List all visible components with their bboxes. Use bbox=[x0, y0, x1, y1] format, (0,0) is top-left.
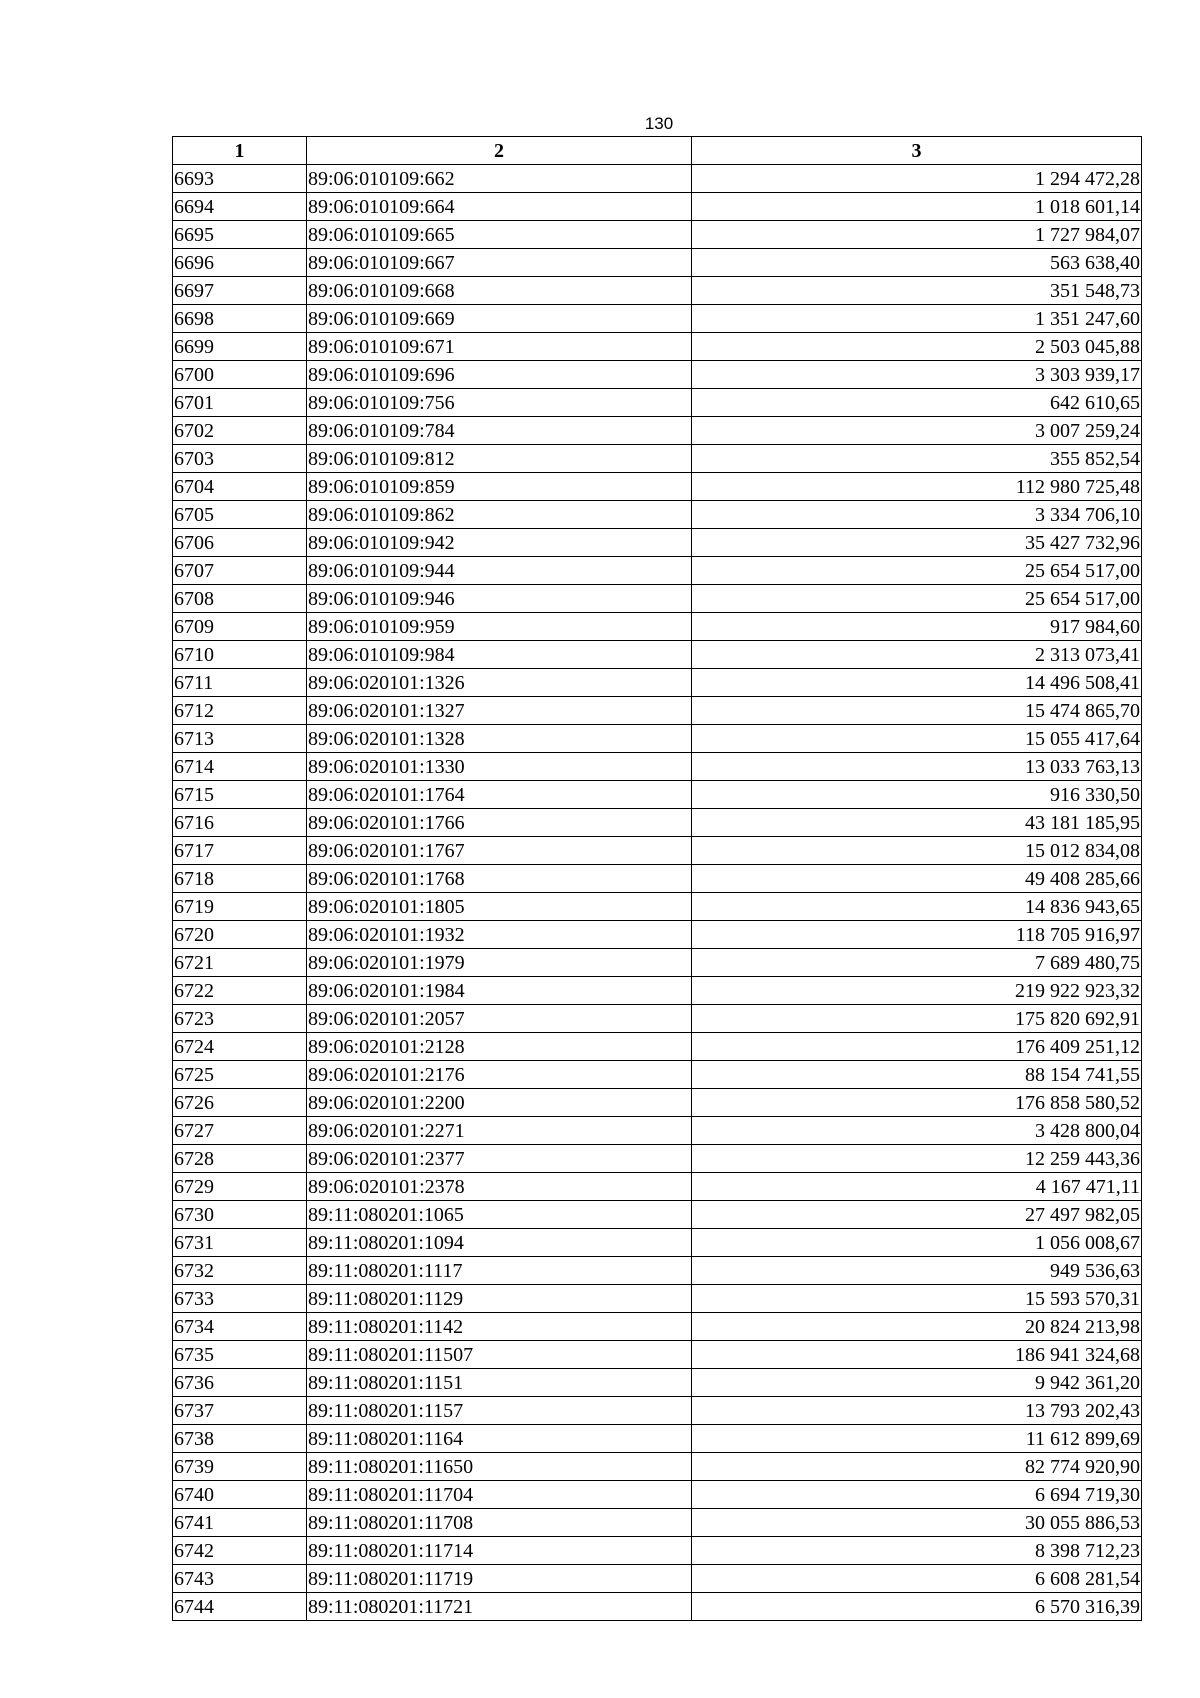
cadastral-number-cell: 89:11:080201:1129 bbox=[307, 1285, 692, 1313]
cadastral-number-cell: 89:06:010109:984 bbox=[307, 641, 692, 669]
value-cell: 219 922 923,32 bbox=[692, 977, 1142, 1005]
value-cell: 12 259 443,36 bbox=[692, 1145, 1142, 1173]
table-row bbox=[173, 1229, 1142, 1257]
row-number-cell: 6714 bbox=[173, 753, 307, 781]
cadastral-number-cell: 89:06:010109:668 bbox=[307, 277, 692, 305]
row-number-cell: 6732 bbox=[173, 1257, 307, 1285]
value-cell: 3 428 800,04 bbox=[692, 1117, 1142, 1145]
row-number-cell: 6707 bbox=[173, 557, 307, 585]
row-number-cell: 6720 bbox=[173, 921, 307, 949]
page-number: 130 bbox=[644, 114, 674, 133]
row-number-cell: 6704 bbox=[173, 473, 307, 501]
row-number-cell: 6717 bbox=[173, 837, 307, 865]
row-number-cell: 6743 bbox=[173, 1565, 307, 1593]
cadastral-number-cell: 89:06:010109:756 bbox=[307, 389, 692, 417]
row-number-cell: 6741 bbox=[173, 1509, 307, 1537]
table-row bbox=[173, 865, 1142, 893]
row-number-cell: 6725 bbox=[173, 1061, 307, 1089]
value-cell: 6 694 719,30 bbox=[692, 1481, 1142, 1509]
value-cell: 6 570 316,39 bbox=[692, 1593, 1142, 1621]
table-row bbox=[173, 949, 1142, 977]
table-row bbox=[173, 1145, 1142, 1173]
row-number-cell: 6693 bbox=[173, 165, 307, 193]
value-cell: 186 941 324,68 bbox=[692, 1341, 1142, 1369]
value-cell: 49 408 285,66 bbox=[692, 865, 1142, 893]
table-row bbox=[173, 1537, 1142, 1565]
row-number-cell: 6723 bbox=[173, 1005, 307, 1033]
table-row bbox=[173, 1201, 1142, 1229]
value-cell: 917 984,60 bbox=[692, 613, 1142, 641]
row-number-cell: 6713 bbox=[173, 725, 307, 753]
table-row bbox=[173, 697, 1142, 725]
row-number-cell: 6728 bbox=[173, 1145, 307, 1173]
value-cell: 20 824 213,98 bbox=[692, 1313, 1142, 1341]
cadastral-number-cell: 89:06:020101:2128 bbox=[307, 1033, 692, 1061]
value-cell: 351 548,73 bbox=[692, 277, 1142, 305]
table-row bbox=[173, 1509, 1142, 1537]
value-cell: 3 334 706,10 bbox=[692, 501, 1142, 529]
cadastral-number-cell: 89:06:020101:1984 bbox=[307, 977, 692, 1005]
table-body bbox=[173, 165, 1142, 1621]
table-row bbox=[173, 1173, 1142, 1201]
cadastral-number-cell: 89:06:010109:669 bbox=[307, 305, 692, 333]
table-row bbox=[173, 557, 1142, 585]
cadastral-number-cell: 89:06:020101:1328 bbox=[307, 725, 692, 753]
cadastral-number-cell: 89:11:080201:11650 bbox=[307, 1453, 692, 1481]
table-row bbox=[173, 529, 1142, 557]
table-row bbox=[173, 473, 1142, 501]
cadastral-number-cell: 89:06:010109:665 bbox=[307, 221, 692, 249]
value-cell: 7 689 480,75 bbox=[692, 949, 1142, 977]
value-cell: 43 181 185,95 bbox=[692, 809, 1142, 837]
cadastral-number-cell: 89:06:020101:1327 bbox=[307, 697, 692, 725]
value-cell: 82 774 920,90 bbox=[692, 1453, 1142, 1481]
cadastral-number-cell: 89:11:080201:11719 bbox=[307, 1565, 692, 1593]
value-cell: 25 654 517,00 bbox=[692, 585, 1142, 613]
value-cell: 88 154 741,55 bbox=[692, 1061, 1142, 1089]
row-number-cell: 6729 bbox=[173, 1173, 307, 1201]
row-number-cell: 6700 bbox=[173, 361, 307, 389]
cadastral-number-cell: 89:06:020101:1805 bbox=[307, 893, 692, 921]
value-cell: 2 313 073,41 bbox=[692, 641, 1142, 669]
value-cell: 2 503 045,88 bbox=[692, 333, 1142, 361]
cadastral-number-cell: 89:11:080201:11721 bbox=[307, 1593, 692, 1621]
value-cell: 30 055 886,53 bbox=[692, 1509, 1142, 1537]
row-number-cell: 6694 bbox=[173, 193, 307, 221]
table-row bbox=[173, 417, 1142, 445]
cadastral-number-cell: 89:06:010109:662 bbox=[307, 165, 692, 193]
table-row bbox=[173, 613, 1142, 641]
column-header-3: 3 bbox=[692, 137, 1142, 165]
table-header-row bbox=[173, 137, 1142, 165]
table-row bbox=[173, 753, 1142, 781]
table-row bbox=[173, 1341, 1142, 1369]
cadastral-number-cell: 89:06:010109:664 bbox=[307, 193, 692, 221]
cadastral-number-cell: 89:06:020101:1768 bbox=[307, 865, 692, 893]
table-row bbox=[173, 1369, 1142, 1397]
cadastral-number-cell: 89:11:080201:1117 bbox=[307, 1257, 692, 1285]
value-cell: 563 638,40 bbox=[692, 249, 1142, 277]
value-cell: 176 409 251,12 bbox=[692, 1033, 1142, 1061]
table-row bbox=[173, 1285, 1142, 1313]
value-cell: 15 012 834,08 bbox=[692, 837, 1142, 865]
table-row bbox=[173, 837, 1142, 865]
row-number-cell: 6731 bbox=[173, 1229, 307, 1257]
value-cell: 14 496 508,41 bbox=[692, 669, 1142, 697]
cadastral-number-cell: 89:06:020101:2200 bbox=[307, 1089, 692, 1117]
table-row bbox=[173, 1593, 1142, 1621]
value-cell: 9 942 361,20 bbox=[692, 1369, 1142, 1397]
row-number-cell: 6724 bbox=[173, 1033, 307, 1061]
cadastral-number-cell: 89:06:020101:2271 bbox=[307, 1117, 692, 1145]
row-number-cell: 6711 bbox=[173, 669, 307, 697]
cadastral-number-cell: 89:06:020101:1767 bbox=[307, 837, 692, 865]
table-row bbox=[173, 641, 1142, 669]
table-row bbox=[173, 165, 1142, 193]
row-number-cell: 6721 bbox=[173, 949, 307, 977]
row-number-cell: 6695 bbox=[173, 221, 307, 249]
cadastral-number-cell: 89:06:010109:862 bbox=[307, 501, 692, 529]
table-row bbox=[173, 1453, 1142, 1481]
cadastral-number-cell: 89:06:020101:2176 bbox=[307, 1061, 692, 1089]
table-row bbox=[173, 361, 1142, 389]
value-cell: 355 852,54 bbox=[692, 445, 1142, 473]
table-row bbox=[173, 333, 1142, 361]
table-row bbox=[173, 1313, 1142, 1341]
table-row bbox=[173, 1005, 1142, 1033]
table-row bbox=[173, 1257, 1142, 1285]
value-cell: 1 351 247,60 bbox=[692, 305, 1142, 333]
row-number-cell: 6744 bbox=[173, 1593, 307, 1621]
cadastral-number-cell: 89:11:080201:11507 bbox=[307, 1341, 692, 1369]
table-row bbox=[173, 781, 1142, 809]
value-cell: 13 033 763,13 bbox=[692, 753, 1142, 781]
row-number-cell: 6702 bbox=[173, 417, 307, 445]
table-row bbox=[173, 1481, 1142, 1509]
value-cell: 15 593 570,31 bbox=[692, 1285, 1142, 1313]
row-number-cell: 6709 bbox=[173, 613, 307, 641]
table-row bbox=[173, 1425, 1142, 1453]
value-cell: 13 793 202,43 bbox=[692, 1397, 1142, 1425]
cadastral-number-cell: 89:11:080201:1065 bbox=[307, 1201, 692, 1229]
table-row bbox=[173, 1061, 1142, 1089]
row-number-cell: 6696 bbox=[173, 249, 307, 277]
cadastral-number-cell: 89:06:020101:1326 bbox=[307, 669, 692, 697]
table-row bbox=[173, 977, 1142, 1005]
table-row bbox=[173, 1033, 1142, 1061]
cadastral-number-cell: 89:06:020101:2377 bbox=[307, 1145, 692, 1173]
cadastral-number-cell: 89:06:010109:696 bbox=[307, 361, 692, 389]
value-cell: 35 427 732,96 bbox=[692, 529, 1142, 557]
row-number-cell: 6710 bbox=[173, 641, 307, 669]
value-cell: 118 705 916,97 bbox=[692, 921, 1142, 949]
column-header-2: 2 bbox=[307, 137, 692, 165]
row-number-cell: 6715 bbox=[173, 781, 307, 809]
value-cell: 1 727 984,07 bbox=[692, 221, 1142, 249]
cadastral-number-cell: 89:06:010109:959 bbox=[307, 613, 692, 641]
cadastral-number-cell: 89:06:020101:1932 bbox=[307, 921, 692, 949]
table-row bbox=[173, 305, 1142, 333]
row-number-cell: 6716 bbox=[173, 809, 307, 837]
row-number-cell: 6701 bbox=[173, 389, 307, 417]
row-number-cell: 6727 bbox=[173, 1117, 307, 1145]
column-header-1: 1 bbox=[173, 137, 307, 165]
row-number-cell: 6735 bbox=[173, 1341, 307, 1369]
table-row bbox=[173, 193, 1142, 221]
table-row bbox=[173, 1565, 1142, 1593]
value-cell: 8 398 712,23 bbox=[692, 1537, 1142, 1565]
row-number-cell: 6697 bbox=[173, 277, 307, 305]
row-number-cell: 6736 bbox=[173, 1369, 307, 1397]
table-row bbox=[173, 669, 1142, 697]
cadastral-number-cell: 89:06:010109:671 bbox=[307, 333, 692, 361]
table-row bbox=[173, 445, 1142, 473]
table-row bbox=[173, 221, 1142, 249]
data-table bbox=[172, 136, 1142, 1621]
cadastral-number-cell: 89:11:080201:1151 bbox=[307, 1369, 692, 1397]
value-cell: 4 167 471,11 bbox=[692, 1173, 1142, 1201]
value-cell: 176 858 580,52 bbox=[692, 1089, 1142, 1117]
value-cell: 1 056 008,67 bbox=[692, 1229, 1142, 1257]
table-row bbox=[173, 809, 1142, 837]
value-cell: 1 018 601,14 bbox=[692, 193, 1142, 221]
row-number-cell: 6726 bbox=[173, 1089, 307, 1117]
value-cell: 3 007 259,24 bbox=[692, 417, 1142, 445]
cadastral-number-cell: 89:11:080201:1164 bbox=[307, 1425, 692, 1453]
cadastral-number-cell: 89:06:010109:784 bbox=[307, 417, 692, 445]
table-row bbox=[173, 1089, 1142, 1117]
value-cell: 25 654 517,00 bbox=[692, 557, 1142, 585]
table-row bbox=[173, 501, 1142, 529]
value-cell: 1 294 472,28 bbox=[692, 165, 1142, 193]
table-row bbox=[173, 1397, 1142, 1425]
value-cell: 6 608 281,54 bbox=[692, 1565, 1142, 1593]
row-number-cell: 6733 bbox=[173, 1285, 307, 1313]
value-cell: 15 055 417,64 bbox=[692, 725, 1142, 753]
value-cell: 3 303 939,17 bbox=[692, 361, 1142, 389]
cadastral-number-cell: 89:06:010109:946 bbox=[307, 585, 692, 613]
row-number-cell: 6737 bbox=[173, 1397, 307, 1425]
row-number-cell: 6706 bbox=[173, 529, 307, 557]
value-cell: 916 330,50 bbox=[692, 781, 1142, 809]
table-row bbox=[173, 921, 1142, 949]
value-cell: 949 536,63 bbox=[692, 1257, 1142, 1285]
cadastral-number-cell: 89:06:020101:1764 bbox=[307, 781, 692, 809]
cadastral-number-cell: 89:11:080201:11704 bbox=[307, 1481, 692, 1509]
value-cell: 14 836 943,65 bbox=[692, 893, 1142, 921]
cadastral-number-cell: 89:11:080201:1157 bbox=[307, 1397, 692, 1425]
row-number-cell: 6722 bbox=[173, 977, 307, 1005]
row-number-cell: 6705 bbox=[173, 501, 307, 529]
row-number-cell: 6742 bbox=[173, 1537, 307, 1565]
table-row bbox=[173, 585, 1142, 613]
table-row bbox=[173, 725, 1142, 753]
row-number-cell: 6740 bbox=[173, 1481, 307, 1509]
row-number-cell: 6738 bbox=[173, 1425, 307, 1453]
cadastral-number-cell: 89:06:010109:942 bbox=[307, 529, 692, 557]
row-number-cell: 6734 bbox=[173, 1313, 307, 1341]
cadastral-number-cell: 89:06:020101:2378 bbox=[307, 1173, 692, 1201]
cadastral-number-cell: 89:11:080201:11708 bbox=[307, 1509, 692, 1537]
row-number-cell: 6712 bbox=[173, 697, 307, 725]
row-number-cell: 6708 bbox=[173, 585, 307, 613]
cadastral-number-cell: 89:06:010109:859 bbox=[307, 473, 692, 501]
row-number-cell: 6699 bbox=[173, 333, 307, 361]
cadastral-number-cell: 89:06:020101:2057 bbox=[307, 1005, 692, 1033]
row-number-cell: 6730 bbox=[173, 1201, 307, 1229]
value-cell: 112 980 725,48 bbox=[692, 473, 1142, 501]
table-row bbox=[173, 277, 1142, 305]
value-cell: 642 610,65 bbox=[692, 389, 1142, 417]
row-number-cell: 6703 bbox=[173, 445, 307, 473]
row-number-cell: 6719 bbox=[173, 893, 307, 921]
row-number-cell: 6718 bbox=[173, 865, 307, 893]
table-row bbox=[173, 389, 1142, 417]
value-cell: 175 820 692,91 bbox=[692, 1005, 1142, 1033]
table-row bbox=[173, 893, 1142, 921]
row-number-cell: 6739 bbox=[173, 1453, 307, 1481]
table-row bbox=[173, 1117, 1142, 1145]
cadastral-number-cell: 89:06:010109:812 bbox=[307, 445, 692, 473]
cadastral-number-cell: 89:06:020101:1330 bbox=[307, 753, 692, 781]
value-cell: 27 497 982,05 bbox=[692, 1201, 1142, 1229]
table-row bbox=[173, 249, 1142, 277]
cadastral-number-cell: 89:06:010109:944 bbox=[307, 557, 692, 585]
cadastral-number-cell: 89:06:020101:1766 bbox=[307, 809, 692, 837]
cadastral-number-cell: 89:11:080201:1094 bbox=[307, 1229, 692, 1257]
row-number-cell: 6698 bbox=[173, 305, 307, 333]
cadastral-number-cell: 89:11:080201:11714 bbox=[307, 1537, 692, 1565]
cadastral-number-cell: 89:11:080201:1142 bbox=[307, 1313, 692, 1341]
cadastral-number-cell: 89:06:020101:1979 bbox=[307, 949, 692, 977]
value-cell: 11 612 899,69 bbox=[692, 1425, 1142, 1453]
value-cell: 15 474 865,70 bbox=[692, 697, 1142, 725]
cadastral-number-cell: 89:06:010109:667 bbox=[307, 249, 692, 277]
